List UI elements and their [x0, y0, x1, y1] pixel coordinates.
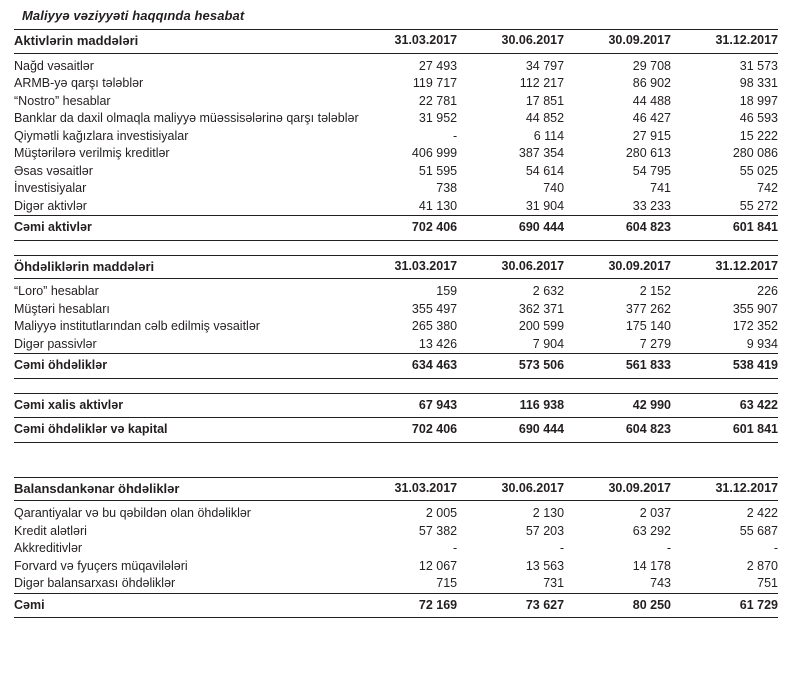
row-value: 362 371: [518, 301, 565, 316]
row-value: -: [452, 541, 458, 555]
row-label: Qiymətli kağızlara investisiyalar: [14, 128, 189, 143]
total-value: 634 463: [350, 354, 457, 379]
row-label: Digər aktivlər: [14, 198, 350, 216]
total-value: 67 943: [350, 393, 457, 418]
section-spacer: [14, 443, 778, 478]
total-value: 42 990: [564, 393, 671, 418]
row-value: 387 354: [518, 146, 565, 160]
row-value: 2 037: [639, 506, 672, 520]
assets-column-2: 30.06.2017: [457, 30, 564, 54]
off-balance-column-1: 31.03.2017: [350, 477, 457, 501]
row-label: Banklar da daxil olmaqla maliyyə müəssisələrinə qarşı tələblər: [14, 111, 359, 125]
liabilities-column-3: 30.09.2017: [564, 255, 671, 279]
row-value: 159: [436, 284, 458, 298]
row-value: 355 497: [411, 301, 458, 316]
row-value: 743: [564, 575, 671, 593]
row-value: 55 272: [671, 198, 778, 216]
row-value: 51 595: [418, 163, 458, 178]
assets-column-1: 31.03.2017: [350, 30, 457, 54]
row-value: 15 222: [739, 128, 778, 143]
row-value: 22 781: [418, 93, 458, 108]
row-value: 27 915: [632, 128, 672, 143]
table-row: [14, 558, 778, 576]
table-row: [14, 145, 778, 163]
row-value: 200 599: [518, 319, 565, 333]
section-spacer: [14, 241, 778, 256]
row-value: 2 130: [532, 506, 565, 520]
total-label: Cəmi xalis aktivlər: [14, 393, 350, 418]
total-assets-row: [14, 216, 778, 241]
off-balance-header-row: [14, 477, 778, 501]
table-row: [14, 93, 778, 111]
row-value: 55 687: [739, 523, 778, 538]
off-balance-column-2: 30.06.2017: [457, 477, 564, 501]
row-label: Akkreditivlər: [14, 541, 83, 555]
row-value: 406 999: [411, 146, 458, 160]
table-row: [14, 128, 778, 146]
section-spacer: [14, 378, 778, 393]
row-value: 355 907: [732, 301, 778, 316]
row-value: 18 997: [739, 93, 778, 108]
row-label: Nağd vəsaitlər: [14, 58, 94, 73]
row-value: -: [559, 541, 565, 555]
table-row: [14, 53, 778, 75]
row-value: 31 904: [457, 198, 564, 216]
liabilities-column-2: 30.06.2017: [457, 255, 564, 279]
total-value: 538 419: [671, 354, 778, 379]
row-value: 63 292: [632, 523, 672, 538]
liabilities-header-label: Öhdəliklərin maddələri: [14, 255, 350, 279]
row-value: 57 203: [525, 523, 565, 538]
row-value: 7 904: [457, 336, 564, 354]
liabilities-column-4: 31.12.2017: [671, 255, 778, 279]
table-row: [14, 575, 778, 593]
total-value: 601 841: [671, 418, 778, 443]
row-value: 31 573: [739, 58, 778, 73]
total-value: 604 823: [564, 216, 671, 241]
row-label: İnvestisiyalar: [14, 181, 87, 195]
row-label: “Nostro” hesablar: [14, 93, 111, 108]
total-label: Cəmi aktivlər: [14, 216, 350, 241]
assets-column-4: 31.12.2017: [671, 30, 778, 54]
row-value: 33 233: [564, 198, 671, 216]
off-balance-total-row: [14, 593, 778, 618]
row-value: 55 025: [739, 163, 778, 178]
row-label: Maliyyə institutlarından cəlb edilmiş vəsaitlər: [14, 319, 260, 333]
row-value: 17 851: [525, 93, 565, 108]
table-row: [14, 336, 778, 354]
total-value: 702 406: [350, 216, 457, 241]
row-label: Müştəri hesabları: [14, 301, 110, 316]
off-balance-table: [14, 443, 778, 619]
total-value: 72 169: [350, 593, 457, 618]
page-title: Maliyyə vəziyyəti haqqında hesabat: [22, 8, 245, 23]
row-value: -: [452, 128, 458, 143]
liabilities-header-row: [14, 255, 778, 279]
row-label: “Loro” hesablar: [14, 284, 99, 298]
row-value: 226: [757, 284, 778, 298]
row-value: 2 005: [425, 506, 458, 520]
total-value: 73 627: [457, 593, 564, 618]
row-value: 172 352: [732, 319, 778, 333]
row-value: 751: [671, 575, 778, 593]
row-value: 29 708: [632, 58, 672, 73]
total-label: Cəmi öhdəliklər: [14, 354, 350, 379]
table-row: [14, 279, 778, 301]
total-value: 690 444: [457, 418, 564, 443]
row-value: -: [773, 541, 778, 555]
row-label: Kredit alətləri: [14, 523, 87, 538]
row-value: 731: [457, 575, 564, 593]
row-value: 54 614: [525, 163, 565, 178]
row-value: 377 262: [625, 301, 672, 316]
total-value: 116 938: [457, 393, 564, 418]
table-row: [14, 110, 778, 128]
table-row: [14, 523, 778, 541]
row-value: 7 279: [564, 336, 671, 354]
assets-header-label: Aktivlərin maddələri: [14, 30, 350, 54]
row-value: 46 593: [739, 111, 778, 125]
row-label: Digər passivlər: [14, 336, 350, 354]
row-value: 742: [757, 181, 778, 195]
row-value: 6 114: [533, 128, 565, 143]
row-value: 86 902: [632, 76, 672, 90]
row-value: 31 952: [418, 111, 458, 125]
total-liabilities-row: [14, 354, 778, 379]
assets-table: [14, 29, 778, 241]
total-value: 561 833: [564, 354, 671, 379]
row-value: 13 426: [350, 336, 457, 354]
total-value: 702 406: [350, 418, 457, 443]
row-label: ARMB-yə qarşı tələblər: [14, 76, 144, 90]
row-value: 41 130: [350, 198, 457, 216]
total-value: 604 823: [564, 418, 671, 443]
total-value: 63 422: [671, 393, 778, 418]
row-value: 715: [350, 575, 457, 593]
row-value: 12 067: [418, 558, 458, 573]
row-label: Müştərilərə verilmiş kreditlər: [14, 146, 170, 160]
total-label: Cəmi: [14, 593, 350, 618]
row-value: 13 563: [525, 558, 565, 573]
table-row: [14, 318, 778, 336]
total-value: 573 506: [457, 354, 564, 379]
off-balance-header-label: Balansdankənar öhdəliklər: [14, 477, 350, 501]
row-value: 2 870: [746, 558, 778, 573]
table-row: [14, 198, 778, 216]
row-value: 34 797: [525, 58, 565, 73]
row-value: 280 086: [732, 146, 778, 160]
liabilities-column-1: 31.03.2017: [350, 255, 457, 279]
table-row: [14, 540, 778, 558]
row-value: 265 380: [411, 319, 458, 333]
row-value: 9 934: [671, 336, 778, 354]
off-balance-column-3: 30.09.2017: [564, 477, 671, 501]
row-value: 2 422: [746, 506, 778, 520]
row-value: 98 331: [739, 76, 778, 90]
total-liabilities-and-capital-row: [14, 418, 778, 443]
assets-column-3: 30.09.2017: [564, 30, 671, 54]
table-row: [14, 301, 778, 319]
row-value: 119 717: [412, 76, 458, 90]
total-value: 80 250: [564, 593, 671, 618]
row-value: -: [666, 541, 672, 555]
off-balance-column-4: 31.12.2017: [671, 477, 778, 501]
row-value: 175 140: [625, 319, 672, 333]
table-row: [14, 75, 778, 93]
row-label: Qarantiyalar və bu qəbildən olan öhdəliklər: [14, 506, 251, 520]
row-value: 738: [436, 181, 458, 195]
row-label: Digər balansarxası öhdəliklər: [14, 575, 350, 593]
assets-header-row: [14, 30, 778, 54]
total-net-assets-row: [14, 393, 778, 418]
row-value: 27 493: [418, 58, 458, 73]
table-row: [14, 180, 778, 198]
total-value: 690 444: [457, 216, 564, 241]
total-value: 601 841: [671, 216, 778, 241]
total-value: 61 729: [671, 593, 778, 618]
row-value: 741: [650, 181, 672, 195]
row-value: 54 795: [632, 163, 672, 178]
row-value: 280 613: [625, 146, 672, 160]
total-label: Cəmi öhdəliklər və kapital: [14, 418, 350, 443]
row-value: 740: [543, 181, 565, 195]
row-value: 46 427: [632, 111, 672, 125]
row-value: 2 632: [532, 284, 565, 298]
row-value: 14 178: [632, 558, 672, 573]
row-value: 44 488: [632, 93, 672, 108]
table-row: [14, 501, 778, 523]
row-value: 57 382: [418, 523, 458, 538]
table-row: [14, 163, 778, 181]
row-label: Əsas vəsaitlər: [14, 163, 93, 178]
row-value: 2 152: [639, 284, 672, 298]
row-value: 44 852: [525, 111, 565, 125]
liabilities-table: [14, 241, 778, 443]
row-value: 112 217: [519, 76, 565, 90]
row-label: Forvard və fyuçers müqavilələri: [14, 558, 188, 573]
